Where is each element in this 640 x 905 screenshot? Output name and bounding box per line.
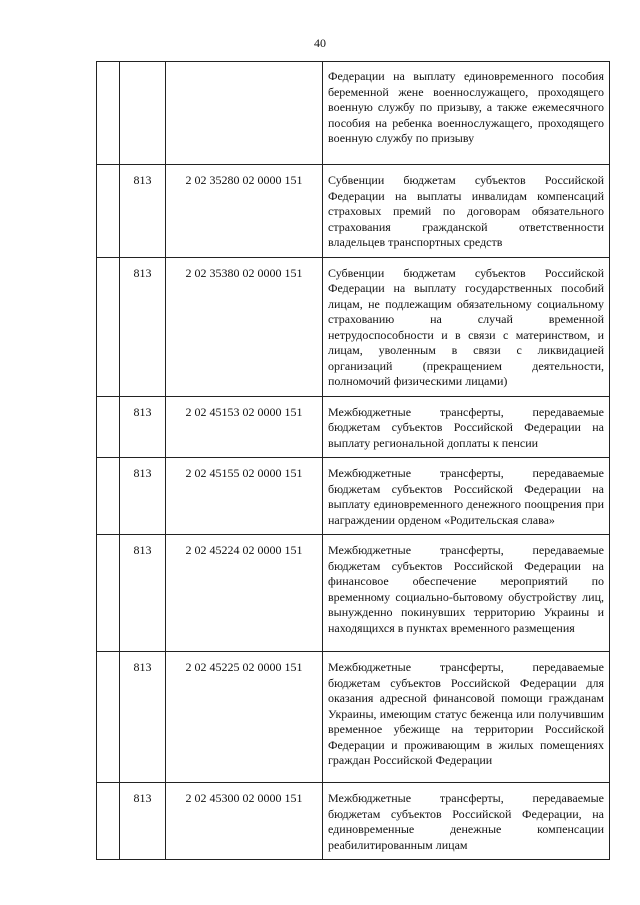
budget-revenue-table [96,61,610,860]
classification-code-cell: 2 02 45225 02 0000 151 [166,652,323,783]
classification-code-cell: 2 02 35280 02 0000 151 [166,165,323,258]
table-row [97,62,610,165]
admin-code-cell: 813 [120,396,166,458]
row-number-cell [97,535,120,652]
admin-code-cell: 813 [120,652,166,783]
admin-code-cell: 813 [120,535,166,652]
table-row [97,652,610,783]
row-number-cell [97,396,120,458]
table-row [97,458,610,535]
revenue-name-cell: Межбюджетные трансферты, передаваемые бюджетам субъектов Российской Федерации на выплату единовременного денежного поощрения при награждении орденом «Родительская слава» [323,458,610,535]
classification-code-cell: 2 02 45224 02 0000 151 [166,535,323,652]
revenue-name-cell: Межбюджетные трансферты, передаваемые бюджетам субъектов Российской Федерации, на единовременные денежные компенсации реабилитированным лицам [323,783,610,860]
page-number: 40 [314,36,326,50]
revenue-name-cell: Федерации на выплату единовременного пособия беременной жене военнослужащего, проходящего военную службу по призыву, а также ежемесячного пособия на ребенка военнослужащего, проходящего военную службу по призыву [323,62,610,165]
row-number-cell [97,62,120,165]
admin-code-cell [120,62,166,165]
classification-code-cell [166,62,323,165]
table-row [97,396,610,458]
row-number-cell [97,783,120,860]
table-row [97,165,610,258]
admin-code-cell: 813 [120,458,166,535]
row-number-cell [97,257,120,396]
classification-code-cell: 2 02 45300 02 0000 151 [166,783,323,860]
admin-code-cell: 813 [120,783,166,860]
admin-code-cell: 813 [120,165,166,258]
revenue-name-cell: Субвенции бюджетам субъектов Российской Федерации на выплату государственных пособий лицам, не подлежащим обязательному социальному страхованию на случай временной нетрудоспособности и в связи с материнством, и лицам, уволенным в связи с ликвидацией организаций (прекращением деятельности, полномочий физическими лицами) [323,257,610,396]
classification-code-cell: 2 02 45155 02 0000 151 [166,458,323,535]
classification-code-cell: 2 02 45153 02 0000 151 [166,396,323,458]
revenue-name-cell: Субвенции бюджетам субъектов Российской Федерации на выплаты инвалидам компенсаций страховых премий по договорам обязательного страхования гражданской ответственности владельцев транспортных средств [323,165,610,258]
row-number-cell [97,165,120,258]
row-number-cell [97,652,120,783]
row-number-cell [97,458,120,535]
table-row [97,535,610,652]
revenue-name-cell: Межбюджетные трансферты, передаваемые бюджетам субъектов Российской Федерации на финансовое обеспечение мероприятий по временному социально-бытовому обустройству лиц, вынужденно покинувших территорию Украины и находящихся в пунктах временного размещения [323,535,610,652]
admin-code-cell: 813 [120,257,166,396]
revenue-name-cell: Межбюджетные трансферты, передаваемые бюджетам субъектов Российской Федерации на выплату региональной доплаты к пенсии [323,396,610,458]
table-row [97,257,610,396]
revenue-name-cell: Межбюджетные трансферты, передаваемые бюджетам субъектов Российской Федерации для оказания адресной финансовой помощи гражданам Украины, имеющим статус беженца или получившим временное убежище на территории Российской Федерации и проживающим в жилых помещениях граждан Российской Федерации [323,652,610,783]
classification-code-cell: 2 02 35380 02 0000 151 [166,257,323,396]
table-row [97,783,610,860]
